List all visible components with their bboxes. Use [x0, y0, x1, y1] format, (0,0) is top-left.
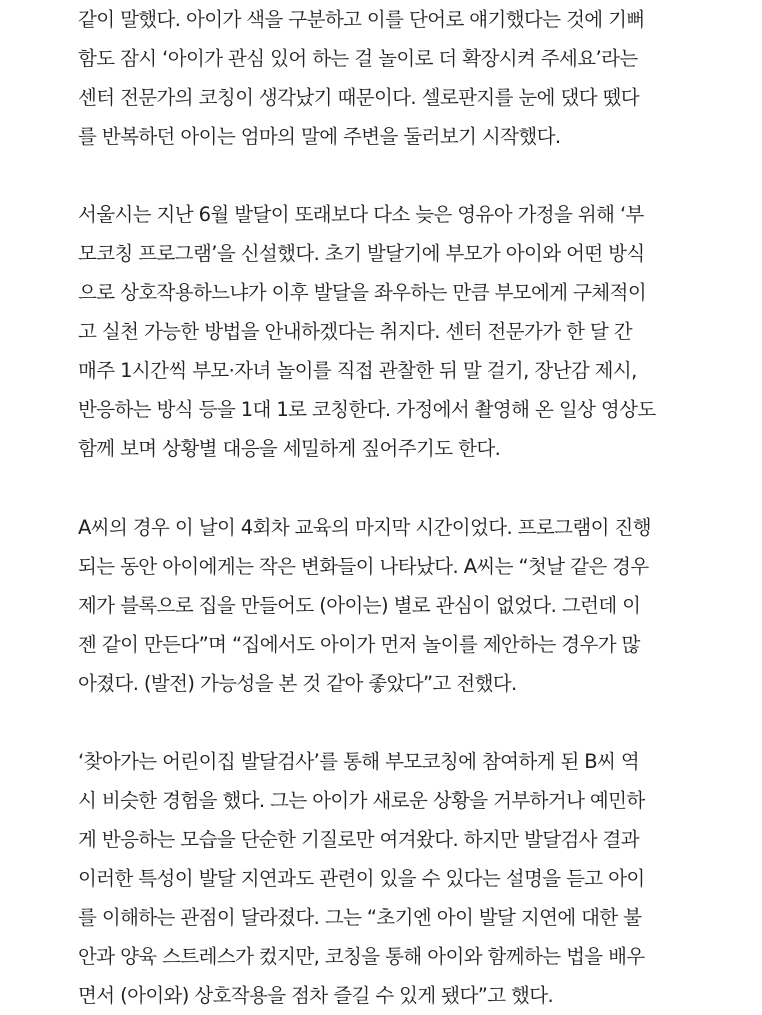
- text-line: 면서 (아이와) 상호작용을 점차 즐길 수 있게 됐다”고 했다.: [78, 984, 554, 1007]
- text-line: 같이 말했다. 아이가 색을 구분하고 이를 단어로 얘기했다는 것에 기뻐: [78, 8, 645, 31]
- text-line: 모코칭 프로그램’을 신설했다. 초기 발달기에 부모가 아이와 어떤 방식: [78, 242, 645, 265]
- text-line: ‘찾아가는 어린이집 발달검사’를 통해 부모코칭에 참여하게 된 B씨 역: [78, 750, 640, 773]
- paragraph-4: [78, 742, 645, 1015]
- paragraph-1: [78, 0, 645, 156]
- text-line: 함께 보며 상황별 대응을 세밀하게 짚어주기도 한다.: [78, 437, 501, 460]
- text-line: 아졌다. (발전) 가능성을 본 것 같아 좋았다”고 전했다.: [78, 672, 517, 695]
- text-line: 함도 잠시 ‘아이가 관심 있어 하는 걸 놀이로 더 확장시켜 주세요’라는: [78, 47, 638, 70]
- text-line: 센터 전문가의 코칭이 생각났기 때문이다. 셀로판지를 눈에 댔다 뗐다: [78, 86, 640, 109]
- text-line: 제가 블록으로 집을 만들어도 (아이는) 별로 관심이 없었다. 그런데 이: [78, 594, 641, 617]
- text-line: 안과 양육 스트레스가 컸지만, 코칭을 통해 아이와 함께하는 법을 배우: [78, 945, 645, 968]
- text-line: 으로 상호작용하느냐가 이후 발달을 좌우하는 만큼 부모에게 구체적이: [78, 281, 647, 304]
- paragraph-3: [78, 508, 651, 703]
- text-line: 를 이해하는 관점이 달라졌다. 그는 “초기엔 아이 발달 지연에 대한 불: [78, 906, 642, 929]
- text-line: A씨의 경우 이 날이 4회차 교육의 마지막 시간이었다. 프로그램이 진행: [78, 516, 651, 539]
- text-line: 젠 같이 만든다”며 “집에서도 아이가 먼저 놀이를 제안하는 경우가 많: [78, 633, 640, 656]
- text-line: 매주 1시간씩 부모·자녀 놀이를 직접 관찰한 뒤 말 걸기, 장난감 제시,: [78, 359, 637, 382]
- text-line: 서울시는 지난 6월 발달이 또래보다 다소 늦은 영유아 가정을 위해 ‘부: [78, 203, 644, 226]
- text-line: 이러한 특성이 발달 지연과도 관련이 있을 수 있다는 설명을 듣고 아이: [78, 867, 645, 890]
- text-line: 반응하는 방식 등을 1대 1로 코칭한다. 가정에서 촬영해 온 일상 영상도: [78, 398, 656, 421]
- text-line: 를 반복하던 아이는 엄마의 말에 주변을 둘러보기 시작했다.: [78, 125, 561, 148]
- text-line: 고 실천 가능한 방법을 안내하겠다는 취지다. 센터 전문가가 한 달 간: [78, 320, 632, 343]
- paragraph-2: [78, 195, 656, 468]
- text-line: 시 비슷한 경험을 했다. 그는 아이가 새로운 상황을 거부하거나 예민하: [78, 789, 645, 812]
- text-line: 되는 동안 아이에게는 작은 변화들이 나타났다. A씨는 “첫날 같은 경우: [78, 555, 649, 578]
- text-line: 게 반응하는 모습을 단순한 기질로만 여겨왔다. 하지만 발달검사 결과: [78, 828, 640, 851]
